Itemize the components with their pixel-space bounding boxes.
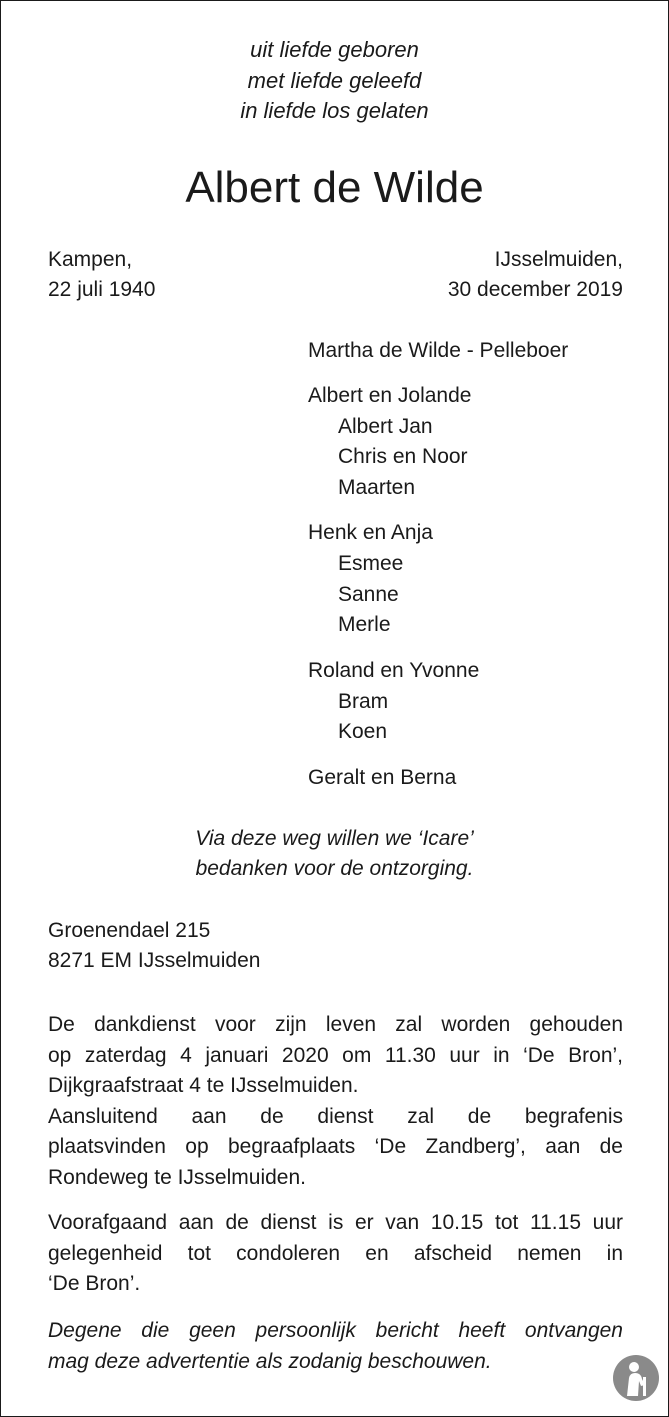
notice-line: mag deze advertentie als zodanig beschouwen. (48, 1349, 492, 1373)
notice-line: Degene die geen persoonlijk bericht heeft ontvangen (48, 1319, 623, 1342)
condolence-line: ‘De Bron’. (48, 1272, 141, 1295)
service-line: Dijkgraafstraat 4 te IJsselmuiden. (48, 1074, 359, 1097)
motto-line-2: met liefde geleefd (247, 68, 422, 93)
condolence-line: Voorafgaand aan de dienst is er van 10.15 tot 11.15 uur (48, 1211, 623, 1234)
address-postal-city: 8271 EM IJsselmuiden (48, 949, 261, 972)
birth-date: 22 juli 1940 (48, 278, 156, 301)
notice-paragraph (48, 1316, 623, 1377)
service-paragraph (48, 1010, 623, 1193)
family-child: Albert en Jolande (308, 384, 472, 407)
family-grandchild: Albert Jan (338, 415, 433, 438)
family-grandchild: Esmee (338, 552, 404, 575)
service-line: plaatsvinden op begraafplaats ‘De Zandberg’, aan de (48, 1135, 623, 1158)
family-grandchild: Merle (338, 613, 391, 636)
thanks-line-2: bedanken voor de ontzorging. (195, 857, 474, 880)
family-child: Henk en Anja (308, 521, 433, 544)
service-line: op zaterdag 4 januari 2020 om 11.30 uur in ‘De Bron’, (48, 1043, 623, 1067)
family-child: Geralt en Berna (308, 766, 457, 789)
service-line: Rondeweg te IJsselmuiden. (48, 1165, 306, 1189)
motto-line-1: uit liefde geboren (250, 37, 419, 62)
deceased-name: Albert de Wilde (185, 163, 484, 212)
family-spouse: Martha de Wilde - Pelleboer (308, 339, 569, 362)
service-line: Aansluitend aan de dienst zal de begrafenis (48, 1104, 623, 1128)
family-grandchild: Sanne (338, 583, 399, 606)
condolence-line: gelegenheid tot condoleren en afscheid nemen in (48, 1241, 623, 1265)
family-grandchild: Koen (338, 720, 388, 743)
family-grandchild: Bram (338, 690, 389, 713)
death-place: IJsselmuiden, (494, 248, 623, 271)
family-grandchild: Chris en Noor (338, 445, 468, 468)
thanks-line-1: Via deze weg willen we ‘Icare’ (195, 827, 474, 850)
death-date: 30 december 2019 (447, 278, 623, 301)
condolence-paragraph (48, 1208, 623, 1300)
address-street: Groenendael 215 (48, 919, 211, 942)
funeral-figure-logo-icon (612, 1354, 660, 1402)
birth-place: Kampen, (48, 248, 133, 271)
service-line: De dankdienst voor zijn leven zal worden gehouden (48, 1013, 623, 1036)
motto-line-3: in liefde los gelaten (240, 98, 429, 123)
family-grandchild: Maarten (338, 476, 416, 499)
family-child: Roland en Yvonne (308, 659, 480, 682)
